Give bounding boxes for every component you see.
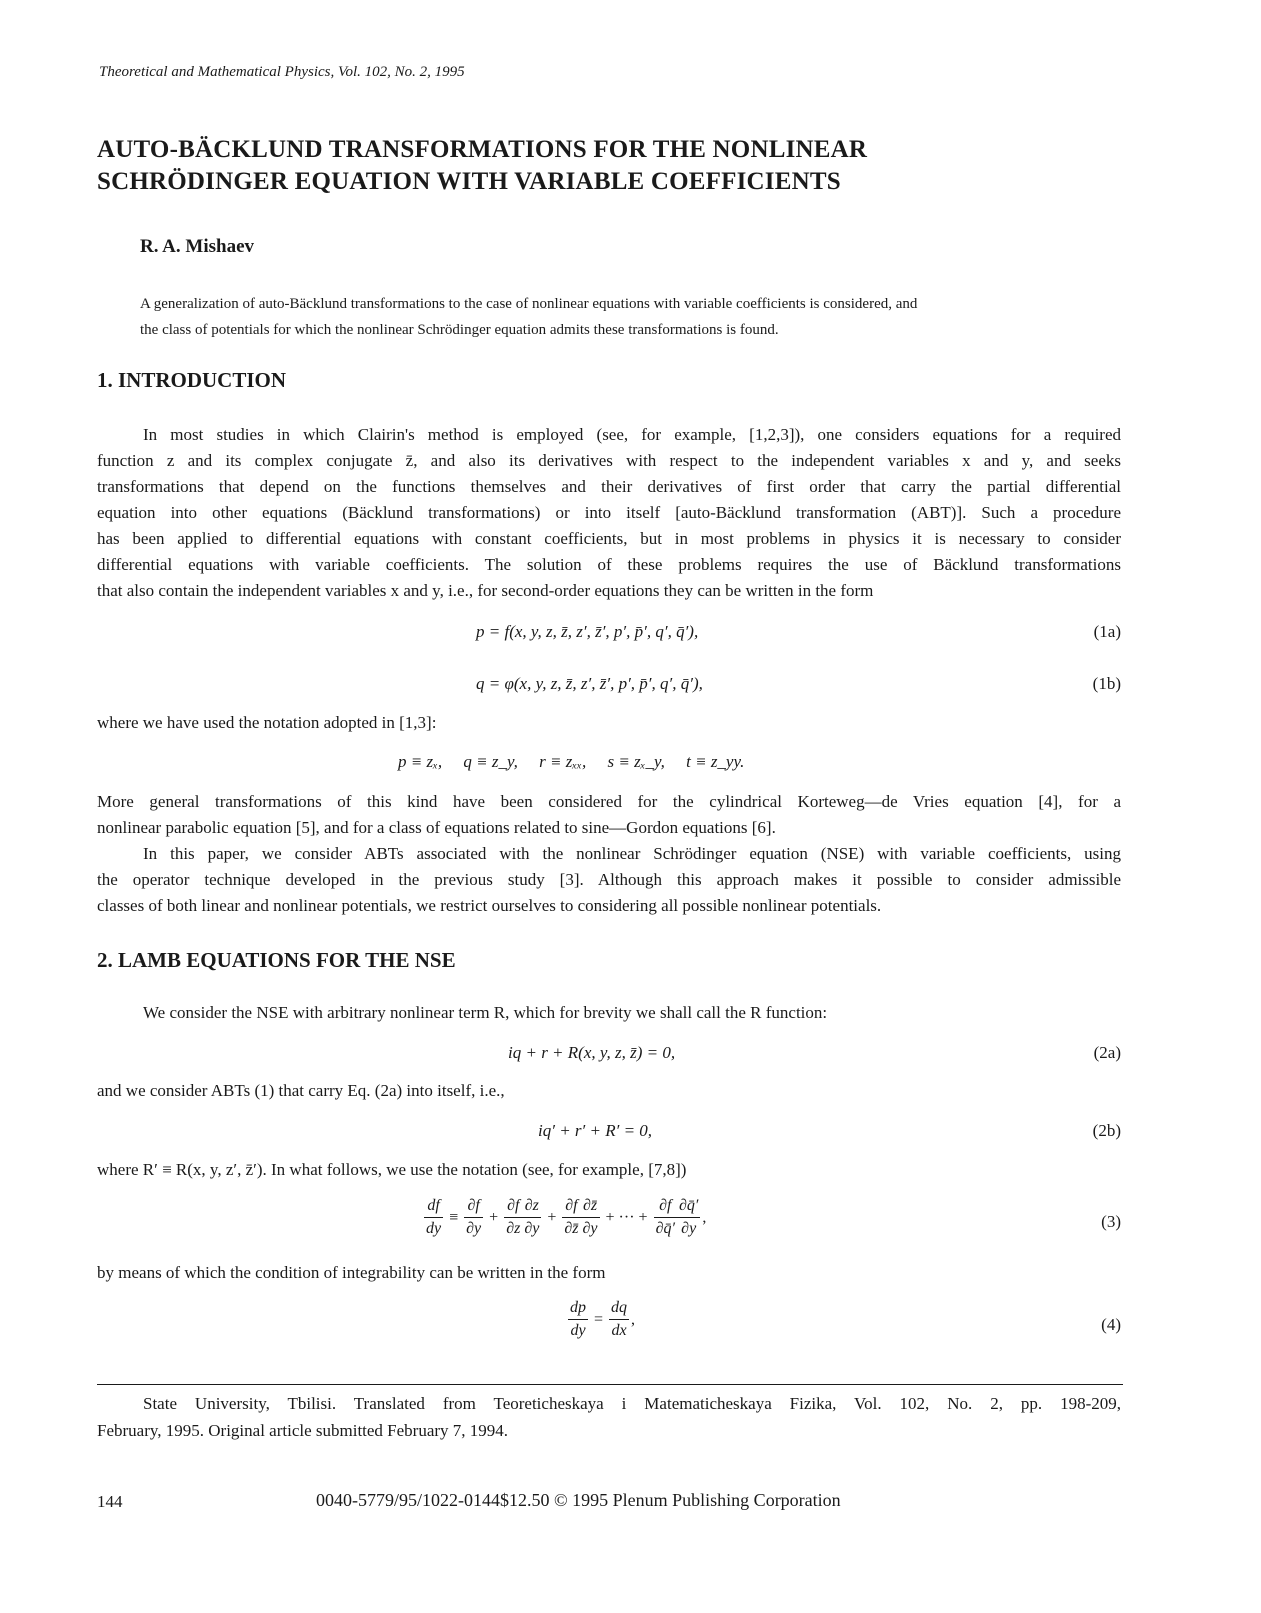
text-line: that also contain the independent variables x and y, i.e., for second-order equations they can be written in the form xyxy=(97,581,874,600)
author-name: R. A. Mishaev xyxy=(140,236,254,257)
equation-1b: q = φ(x, y, z, z̄, z′, z̄′, p′, p̄′, q′, q̄′), xyxy=(476,674,703,693)
fraction: $\frac{df}{dy}$ xyxy=(426,1197,442,1237)
abstract xyxy=(140,291,1120,343)
footnote-line: State University, Tbilisi. Translated from Teoreticheskaya i Matematicheskaya Fizika, Vol. 102, No. 2, pp. 198-209, xyxy=(143,1394,1121,1413)
text-line: In most studies in which Clairin's method is employed (see, for example, [1,2,3]), one considers equations for a required xyxy=(143,425,1121,444)
equation-number-4: (4) xyxy=(1101,1315,1121,1334)
text-line: function z and its complex conjugate z̄, and also its derivatives with respect to the independent variables x and y, and seeks xyxy=(97,451,1121,470)
section-heading-lamb-equations: 2. LAMB EQUATIONS FOR THE NSE xyxy=(97,948,456,972)
text-line: In this paper, we consider ABTs associated with the nonlinear Schrödinger equation (NSE) with variable coefficients, using xyxy=(143,844,1121,863)
footnote xyxy=(97,1390,1121,1444)
footnote-rule xyxy=(97,1384,1123,1385)
fraction: $\frac{dq}{dx}$ xyxy=(611,1299,628,1339)
intro-paragraph-3 xyxy=(97,841,1121,919)
notation-intro: where we have used the notation adopted in [1,3]: xyxy=(97,713,437,732)
equation-number-1b: (1b) xyxy=(1092,674,1121,693)
fraction: $\frac{\partial f}{\partial z̄}$ xyxy=(564,1197,579,1237)
equation-4: $\frac{dp}{dy}$ = $\frac{dq}{dx}$ , xyxy=(568,1297,637,1342)
section2-intro: We consider the NSE with arbitrary nonlinear term R, which for brevity we shall call the R function: xyxy=(143,1003,828,1022)
section2-text-1: and we consider ABTs (1) that carry Eq. (2a) into itself, i.e., xyxy=(97,1081,505,1100)
equation-number-2b: (2b) xyxy=(1092,1121,1121,1140)
fraction: $\frac{\partial q̄'}{\partial y}$ xyxy=(678,1197,699,1237)
equation-3: $\frac{df}{dy}$ ≡ $\frac{\partial f}{\partial y}$ + $\frac{\partial f}{\partial z}$ $\frac{\partial z}{\partial y}$ + $\frac{\partial f}{\partial z̄}$ $\frac{\partial z̄}{\partial y}$ + ··· + $\frac{\partial f}{\partial q̄'}$ $\frac{\partial q̄'}{\partial y}$ , xyxy=(424,1195,708,1240)
intro-paragraph-1 xyxy=(97,422,1121,604)
copyright-line: 0040-5779/95/1022-0144$12.50 © 1995 Plenum Publishing Corporation xyxy=(316,1490,841,1510)
equation-2b: iq′ + r′ + R′ = 0, xyxy=(538,1121,653,1140)
page-number: 144 xyxy=(97,1492,123,1511)
equation-number-2a: (2a) xyxy=(1093,1043,1121,1062)
title-line-2: SCHRÖDINGER EQUATION WITH VARIABLE COEFFICIENTS xyxy=(97,168,841,195)
section2-text-2: where R′ ≡ R(x, y, z′, z̄′). In what follows, we use the notation (see, for example, [7,8]) xyxy=(97,1160,687,1179)
section2-text-3: by means of which the condition of integrability can be written in the form xyxy=(97,1263,606,1282)
intro-paragraph-2 xyxy=(97,789,1121,841)
text-line: has been applied to differential equations with constant coefficients, but in most problems in physics it is necessary to consider xyxy=(97,529,1121,548)
equation-1a: p = f(x, y, z, z̄, z′, z̄′, p′, p̄′, q′, q̄′), xyxy=(476,622,699,641)
fraction: $\frac{\partial f}{\partial q̄'}$ xyxy=(655,1197,675,1237)
equation-number-1a: (1a) xyxy=(1093,622,1121,641)
text-line: classes of both linear and nonlinear potentials, we restrict ourselves to considering all possible nonlinear potentials. xyxy=(97,896,882,915)
equation-2a: iq + r + R(x, y, z, z̄) = 0, xyxy=(508,1043,676,1062)
fraction: $\frac{\partial f}{\partial y}$ xyxy=(466,1197,482,1237)
section-heading-introduction: 1. INTRODUCTION xyxy=(97,368,287,392)
text-line: nonlinear parabolic equation [5], and for a class of equations related to sine—Gordon equations [6]. xyxy=(97,818,776,837)
text-line: differential equations with variable coefficients. The solution of these problems requires the use of Bäcklund transformations xyxy=(97,555,1121,574)
footnote-line: February, 1995. Original article submitted February 7, 1994. xyxy=(97,1421,509,1440)
article-title xyxy=(97,134,997,198)
text-line: More general transformations of this kind have been considered for the cylindrical Korteweg—de Vries equation [4], for a xyxy=(97,792,1121,811)
fraction: $\frac{\partial f}{\partial z}$ xyxy=(506,1197,521,1237)
journal-citation: Theoretical and Mathematical Physics, Vol. 102, No. 2, 1995 xyxy=(99,64,465,80)
notation-equation: p ≡ zₓ, q ≡ z_y, r ≡ zₓₓ, s ≡ zₓ_y, t ≡ z_yy. xyxy=(398,752,745,771)
fraction: $\frac{\partial z̄}{\partial y}$ xyxy=(582,1197,598,1237)
fraction: $\frac{\partial z}{\partial y}$ xyxy=(524,1197,540,1237)
title-line-1: AUTO-BÄCKLUND TRANSFORMATIONS FOR THE NONLINEAR xyxy=(97,136,868,163)
abstract-line: the class of potentials for which the nonlinear Schrödinger equation admits these transformations is found. xyxy=(140,322,779,338)
fraction: $\frac{dp}{dy}$ xyxy=(570,1299,586,1339)
text-line: transformations that depend on the functions themselves and their derivatives of first order that carry the partial differential xyxy=(97,477,1121,496)
equation-number-3: (3) xyxy=(1101,1212,1121,1231)
text-line: equation into other equations (Bäcklund transformations) or into itself [auto-Bäcklund transformation (ABT)]. Such a procedure xyxy=(97,503,1121,522)
text-line: the operator technique developed in the previous study [3]. Although this approach makes it possible to consider admissible xyxy=(97,870,1121,889)
abstract-line: A generalization of auto-Bäcklund transformations to the case of nonlinear equations with variable coefficients is considered, and xyxy=(140,296,918,312)
